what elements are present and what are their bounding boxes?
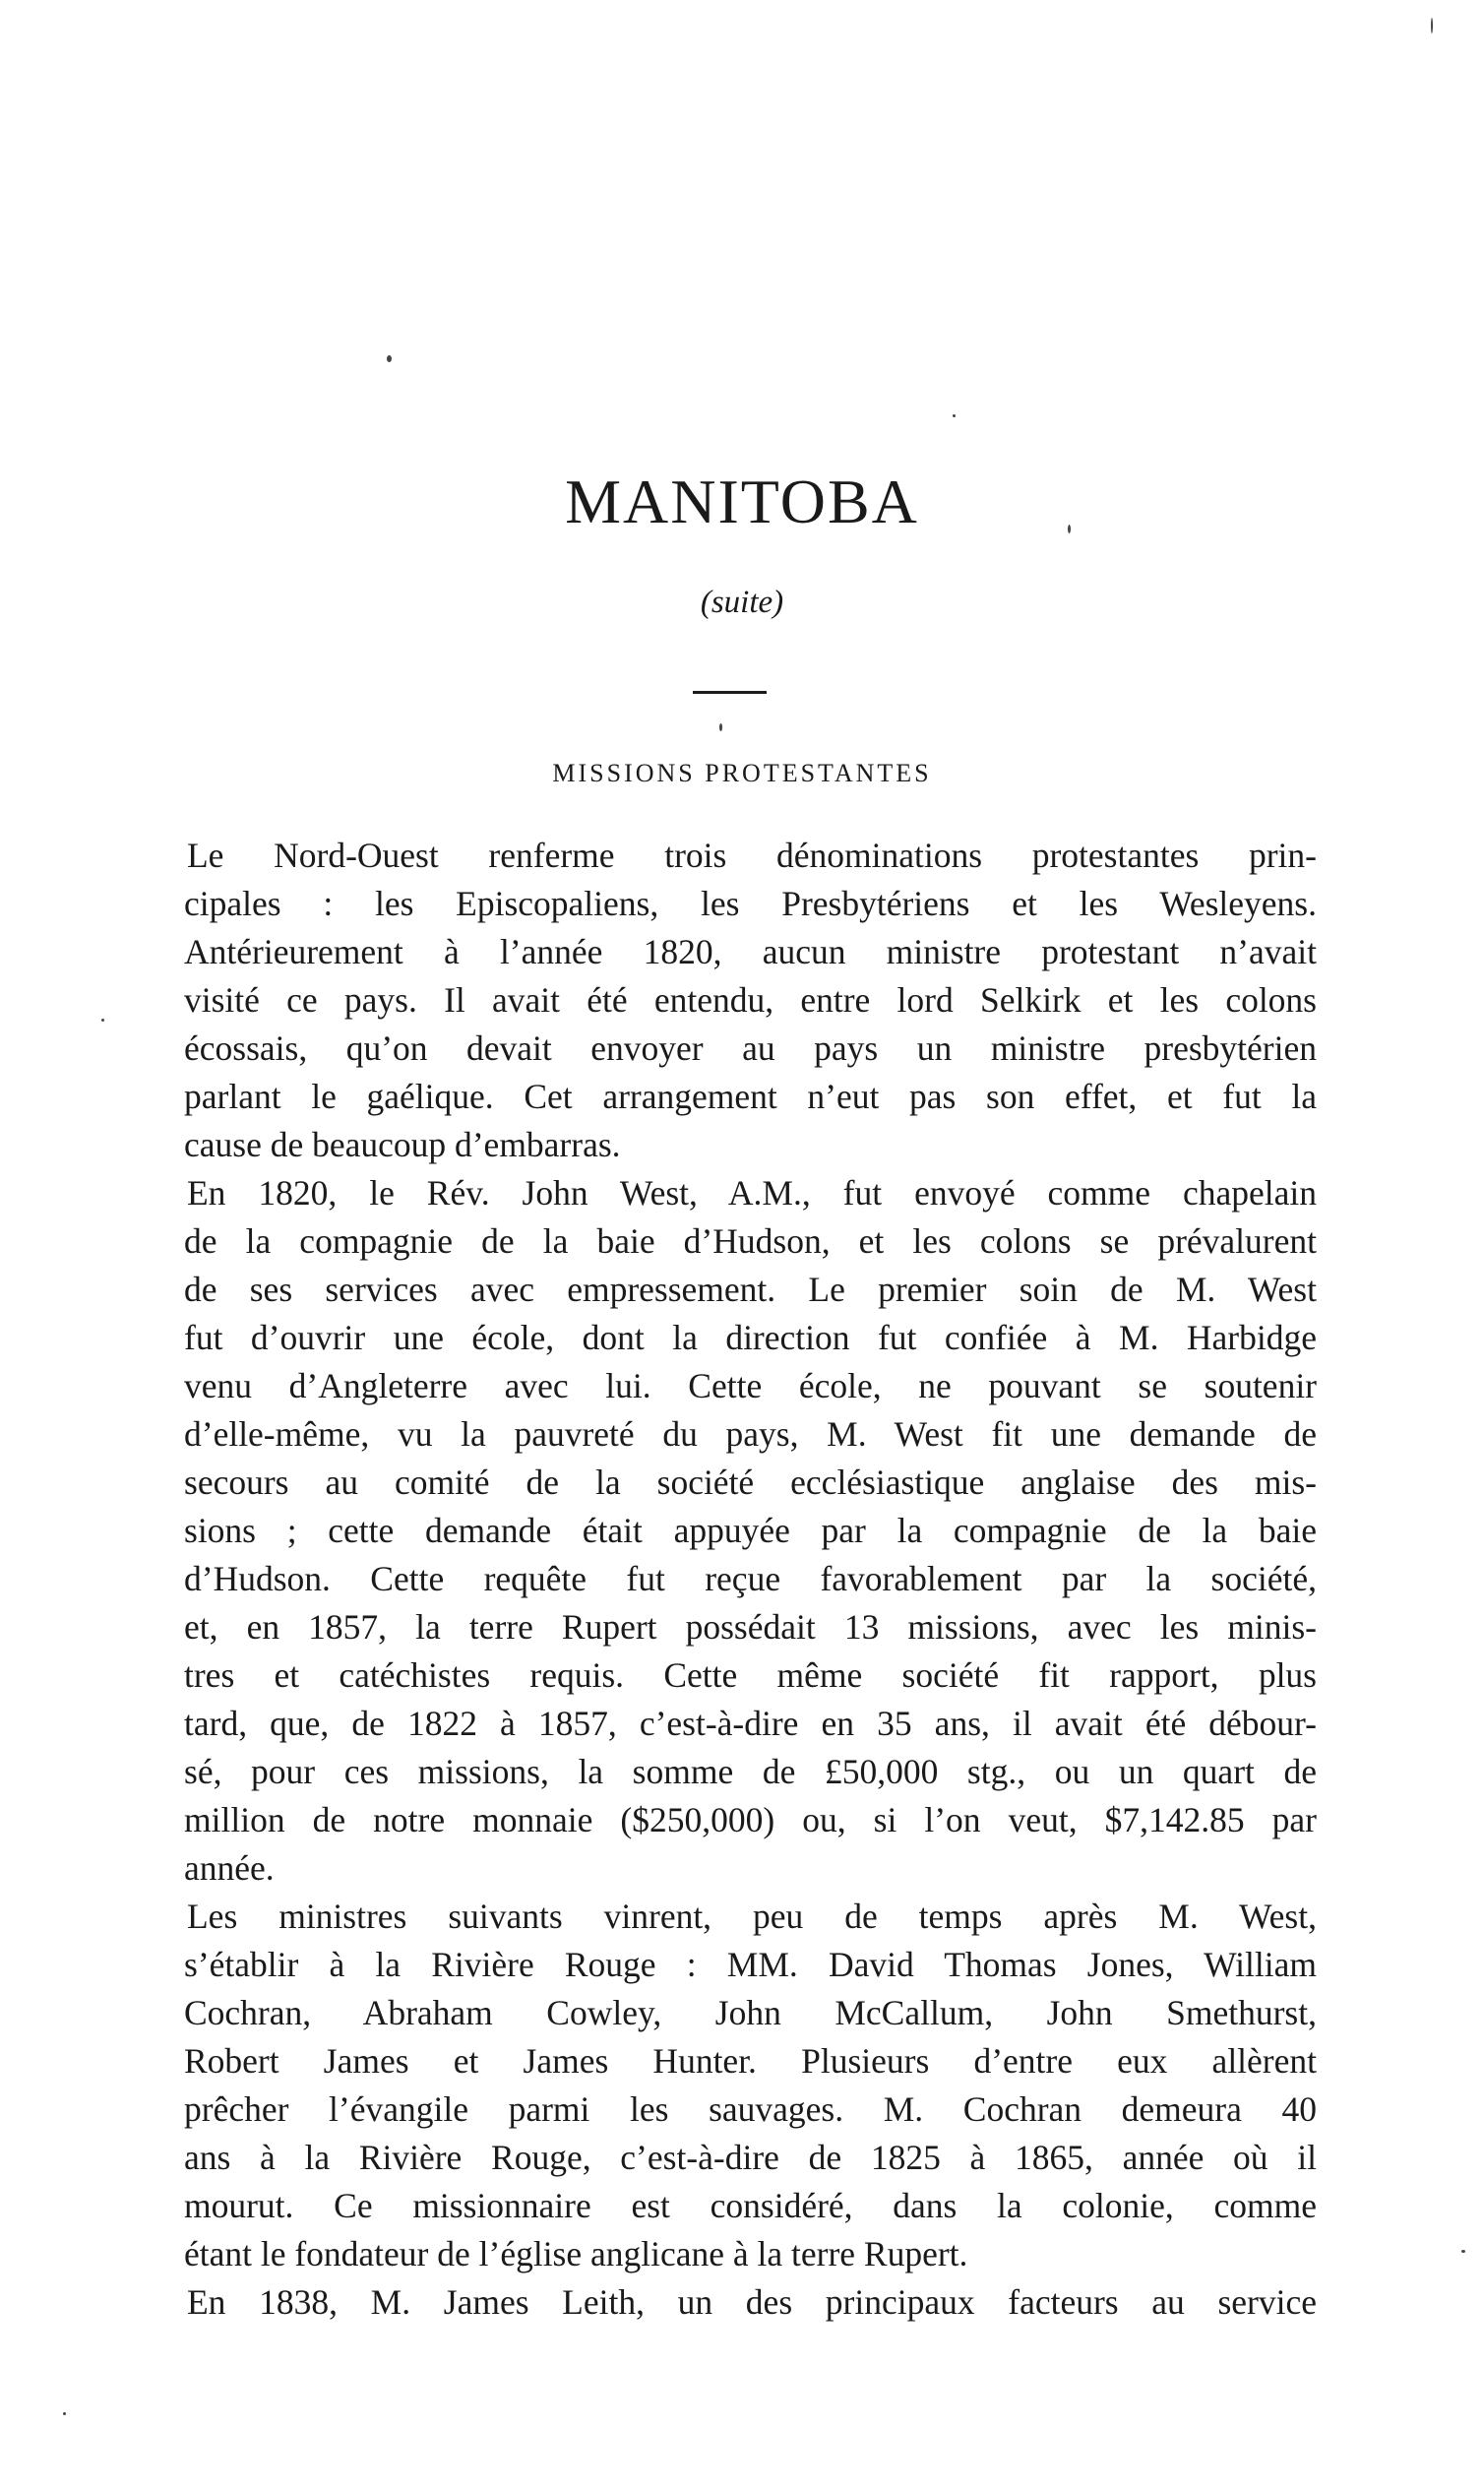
scan-speck: [101, 1019, 104, 1022]
text-line: tres et catéchistes requis. Cette même société fit rapport, plus: [184, 1655, 1317, 1695]
text-line: tard, que, de 1822 à 1857, c’est-à-dire en 35 ans, il avait été débour-: [184, 1704, 1317, 1743]
text-line: mourut. Ce missionnaire est considéré, dans la colonie, comme: [184, 2186, 1317, 2225]
text-line: Le Nord-Ouest renferme trois dénominations protestantes prin-: [187, 836, 1317, 875]
page-subtitle: (suite): [700, 585, 784, 620]
scan-speck: [1068, 525, 1071, 533]
text-line: Cochran, Abraham Cowley, John McCallum, John Smethurst,: [184, 1993, 1317, 2032]
scan-speck: [387, 355, 392, 362]
paragraph: [184, 1169, 1317, 1893]
scan-speck: [953, 414, 956, 417]
text-line: million de notre monnaie ($250,000) ou, si l’on veut, $7,142.85 par: [184, 1800, 1317, 1839]
text-line: et, en 1857, la terre Rupert possédait 13 missions, avec les minis-: [184, 1607, 1317, 1647]
paragraph: [184, 2278, 1317, 2327]
page-title: MANITOBA: [565, 467, 919, 536]
text-line: cause de beaucoup d’embarras.: [184, 1125, 621, 1164]
text-line: d’Hudson. Cette requête fut reçue favorablement par la société,: [184, 1559, 1317, 1598]
text-line: étant le fondateur de l’église anglicane à la terre Rupert.: [184, 2234, 968, 2273]
paragraph: [184, 832, 1317, 1169]
text-line: En 1838, M. James Leith, un des principaux facteurs au service: [187, 2282, 1317, 2322]
text-line: Les ministres suivants vinrent, peu de temps après M. West,: [187, 1897, 1317, 1936]
text-line: année.: [184, 1848, 275, 1888]
text-line: venu d’Angleterre avec lui. Cette école, ne pouvant se soutenir: [184, 1366, 1317, 1405]
text-line: secours au comité de la société ecclésiastique anglaise des mis-: [184, 1463, 1317, 1502]
text-line: écossais, qu’on devait envoyer au pays un ministre presbytérien: [184, 1028, 1317, 1068]
text-line: s’établir à la Rivière Rouge : MM. David Thomas Jones, William: [184, 1945, 1317, 1984]
scan-speck: [719, 723, 722, 731]
text-line: visité ce pays. Il avait été entendu, entre lord Selkirk et les colons: [184, 980, 1317, 1020]
text-line: cipales : les Episcopaliens, les Presbytériens et les Wesleyens.: [184, 884, 1317, 923]
scan-speck: [1461, 2250, 1465, 2253]
text-line: sions ; cette demande était appuyée par la compagnie de la baie: [184, 1511, 1317, 1550]
text-line: Antérieurement à l’année 1820, aucun ministre protestant n’avait: [184, 932, 1317, 971]
text-line: de ses services avec empressement. Le premier soin de M. West: [184, 1270, 1317, 1309]
scan-speck: [63, 2412, 66, 2415]
section-heading: MISSIONS PROTESTANTES: [552, 759, 932, 787]
text-line: En 1820, le Rév. John West, A.M., fut envoyé comme chapelain: [187, 1173, 1317, 1213]
text-line: ans à la Rivière Rouge, c’est-à-dire de 1825 à 1865, année où il: [184, 2138, 1317, 2177]
text-line: fut d’ouvrir une école, dont la direction fut confiée à M. Harbidge: [184, 1318, 1317, 1357]
title-divider: [693, 691, 767, 694]
text-line: Robert James et James Hunter. Plusieurs d’entre eux allèrent: [184, 2041, 1317, 2081]
text-line: sé, pour ces missions, la somme de £50,000 stg., ou un quart de: [184, 1752, 1317, 1791]
text-line: de la compagnie de la baie d’Hudson, et les colons se prévalurent: [184, 1221, 1317, 1261]
text-line: parlant le gaélique. Cet arrangement n’eut pas son effet, et fut la: [184, 1077, 1317, 1116]
body-text: [184, 832, 1317, 2327]
text-line: d’elle-même, vu la pauvreté du pays, M. West fit une demande de: [184, 1414, 1317, 1454]
text-line: prêcher l’évangile parmi les sauvages. M. Cochran demeura 40: [184, 2089, 1317, 2129]
scan-speck: [1431, 18, 1433, 33]
paragraph: [184, 1893, 1317, 2278]
